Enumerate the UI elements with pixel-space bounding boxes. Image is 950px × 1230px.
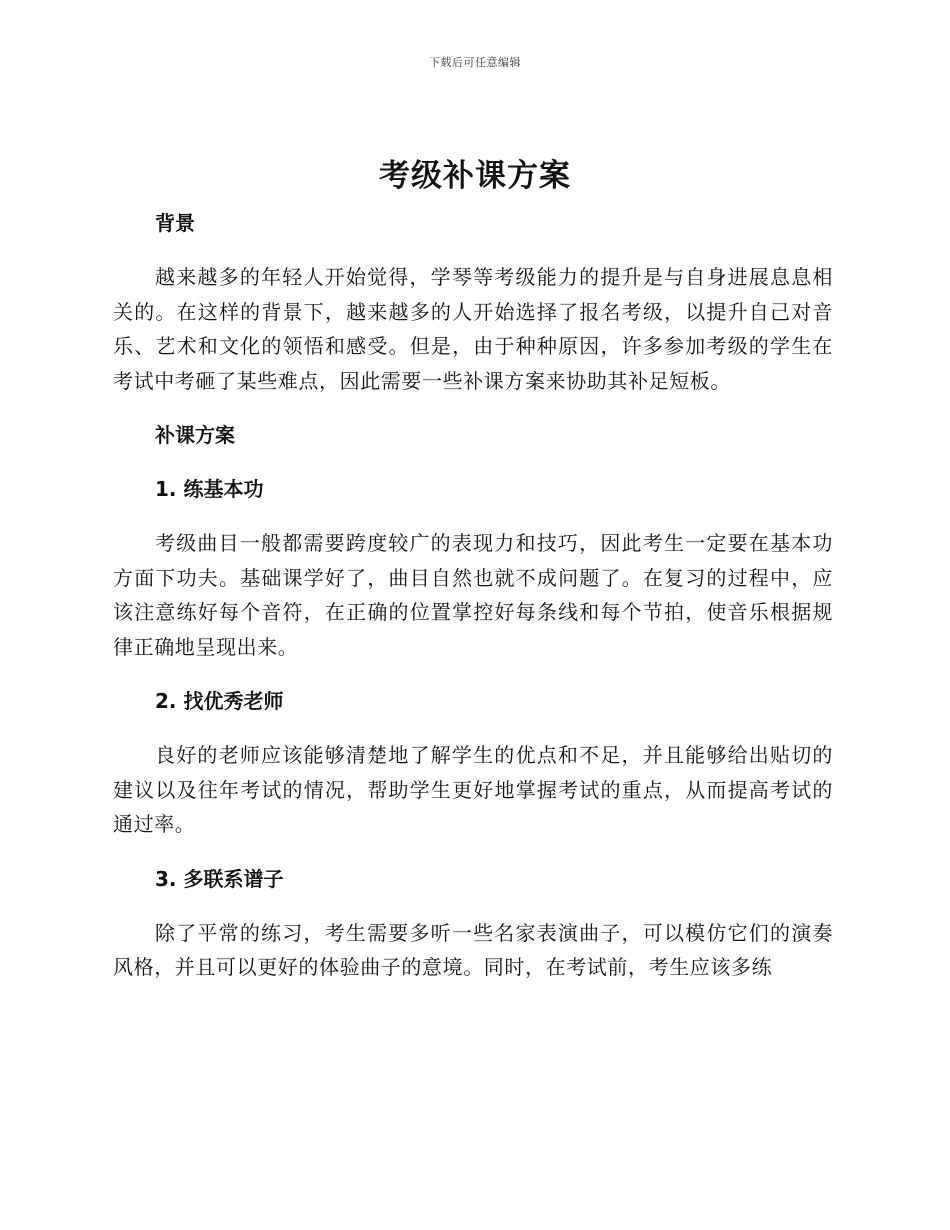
section-heading-plan: 补课方案 bbox=[155, 423, 235, 447]
paragraph-teacher: 良好的老师应该能够清楚地了解学生的优点和不足，并且能够给出贴切的建议以及往年考试的情况，帮助学生更好地掌握考试的重点，从而提高考试的通过率。 bbox=[113, 743, 833, 836]
item-heading-basics: 1. 练基本功 bbox=[155, 477, 264, 501]
document-title: 考级补课方案 bbox=[379, 158, 571, 194]
item-heading-scores: 3. 多联系谱子 bbox=[155, 866, 284, 891]
item-heading-teacher: 2. 找优秀老师 bbox=[155, 689, 284, 713]
header-note: 下载后可任意编辑 bbox=[429, 56, 521, 69]
paragraph-background: 越来越多的年轻人开始觉得，学琴等考级能力的提升是与自身进展息息相关的。在这样的背景下，越来越多的人开始选择了报名考级，以提升自己对音乐、艺术和文化的领悟和感受。但是，由于种种原因，许多参加考级的学生在考试中考砸了某些难点，因此需要一些补课方案来协助其补足短板。 bbox=[113, 265, 833, 393]
section-heading-background: 背景 bbox=[155, 211, 195, 235]
paragraph-scores: 除了平常的练习，考生需要多听一些名家表演曲子，可以模仿它们的演奏风格，并且可以更好的体验曲子的意境。同时，在考试前，考生应该多练 bbox=[113, 920, 833, 979]
paragraph-basics: 考级曲目一般都需要跨度较广的表现力和技巧，因此考生一定要在基本功方面下功夫。基础课学好了，曲目自然也就不成问题了。在复习的过程中，应该注意练好每个音符，在正确的位置掌控好每条线和每个节拍，使音乐根据规律正确地呈现出来。 bbox=[113, 531, 833, 659]
document-body bbox=[113, 206, 833, 985]
